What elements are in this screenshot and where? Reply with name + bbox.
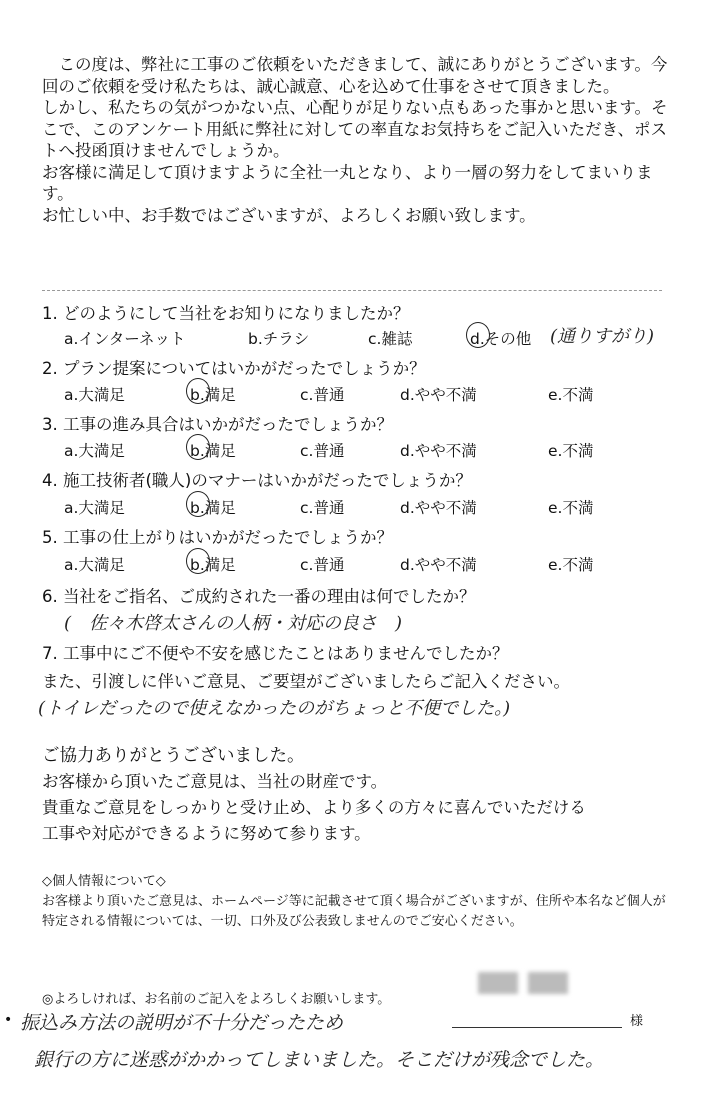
q4-answer-circle (186, 491, 210, 517)
q2-answer-circle (186, 378, 210, 404)
q7-handwritten-answer: (トイレだったので使えなかったのがちょっと不便でした。) (38, 698, 511, 719)
q5-option-b: b.満足 (190, 556, 236, 574)
q3-option-a: a.大満足 (64, 442, 125, 460)
q4-option-e: e.不満 (548, 499, 594, 517)
intro-paragraph-1: この度は、弊社に工事のご依頼をいただきまして、誠にありがとうございます。今回のご依頼を受け私たちは、誠心誠意、心を込めて仕事をさせて頂きました。 (42, 55, 668, 96)
name-underline (452, 1027, 622, 1028)
q1-option-c: c.雑誌 (368, 330, 413, 348)
q5-option-a: a.大満足 (64, 556, 125, 574)
intro-text (42, 54, 672, 226)
q4-option-a: a.大満足 (64, 499, 125, 517)
question-7: 7. 工事中にご不便や不安を感じたことはありませんでしたか？ (42, 644, 509, 663)
privacy-title: ◇個人情報について◇ (42, 874, 166, 889)
question-4: 4. 施工技術者(職人)のマナーはいかがだったでしょうか？ (42, 471, 472, 490)
q2-option-a: a.大満足 (64, 386, 125, 404)
closing-line-2: お客様から頂いたご意見は、当社の財産です。 (42, 772, 388, 791)
q4-option-b: b.満足 (190, 499, 236, 517)
q2-option-d: d.やや不満 (400, 386, 477, 404)
q6-handwritten-answer: ( 佐々木啓太さんの人柄・対応の良さ ) (64, 613, 403, 634)
intro-paragraph-3: お客様に満足して頂けますように全社一丸となり、より一層の努力をしてまいります。 (42, 162, 653, 203)
q3-option-b: b.満足 (190, 442, 236, 460)
q2-option-b: b.満足 (190, 386, 236, 404)
bullet-dot: • (4, 1012, 13, 1028)
question-6: 6. 当社をご指名、ご成約された一番の理由は何でしたか？ (42, 587, 476, 606)
q2-option-c: c.普通 (300, 386, 345, 404)
q3-option-d: d.やや不満 (400, 442, 477, 460)
q2-option-e: e.不満 (548, 386, 594, 404)
closing-line-4: 工事や対応ができるように努めて参ります。 (42, 824, 371, 843)
q5-answer-circle (186, 548, 210, 574)
q5-option-e: e.不満 (548, 556, 594, 574)
intro-paragraph-4: お忙しい中、お手数ではございますが、よろしくお願い致します。 (42, 205, 536, 225)
question-7-followup: また、引渡しに伴いご意見、ご要望がございましたらご記入ください。 (42, 672, 570, 691)
q1-handwritten-note: (通りすがり) (550, 326, 655, 347)
q4-option-c: c.普通 (300, 499, 345, 517)
name-suffix: 様 (630, 1014, 644, 1029)
section-divider (42, 290, 662, 291)
redacted-name-block-1 (478, 972, 518, 994)
privacy-body: お客様より頂いたご意見は、ホームページ等に記載させて頂く場合がございますが、住所や本名など個人が特定される情報については、一切、口外及び公表致しませんのでご安心ください。 (42, 894, 666, 929)
closing-line-3: 貴重なご意見をしっかりと受け止め、より多くの方々に喜んでいただける (42, 798, 586, 817)
q5-option-c: c.普通 (300, 556, 345, 574)
q1-option-d: d.その他 (470, 330, 532, 348)
q1-answer-circle (466, 322, 490, 348)
q3-option-e: e.不満 (548, 442, 594, 460)
closing-thanks: ご協力ありがとうございました。 (42, 746, 305, 766)
name-request: ◎よろしければ、お名前のご記入をよろしくお願いします。 (42, 992, 391, 1007)
redacted-name-block-2 (528, 972, 568, 994)
question-1: 1. どのようにして当社をお知りになりましたか？ (42, 304, 410, 323)
intro-paragraph-2: しかし、私たちの気がつかない点、心配りが足りない点もあった事かと思います。そこで、このアンケート用紙に弊社に対しての率直なお気持ちをご記入いただき、ポストへ投函頂けませんでしょうか。 (42, 98, 668, 160)
question-5: 5. 工事の仕上がりはいかがだったでしょうか？ (42, 528, 393, 547)
q1-option-b: b.チラシ (248, 330, 310, 348)
q4-option-d: d.やや不満 (400, 499, 477, 517)
q3-option-c: c.普通 (300, 442, 345, 460)
question-3: 3. 工事の進み具合はいかがだったでしょうか？ (42, 415, 393, 434)
q5-option-d: d.やや不満 (400, 556, 477, 574)
q3-answer-circle (186, 434, 210, 460)
handwritten-footer-line-2: 銀行の方に迷惑がかかってしまいました。そこだけが残念でした。 (34, 1049, 605, 1071)
handwritten-footer-line-1: 振込み方法の説明が不十分だったため (20, 1012, 344, 1034)
q1-option-a: a.インターネット (64, 330, 186, 348)
question-2: 2. プラン提案についてはいかがだったでしょうか？ (42, 359, 426, 378)
